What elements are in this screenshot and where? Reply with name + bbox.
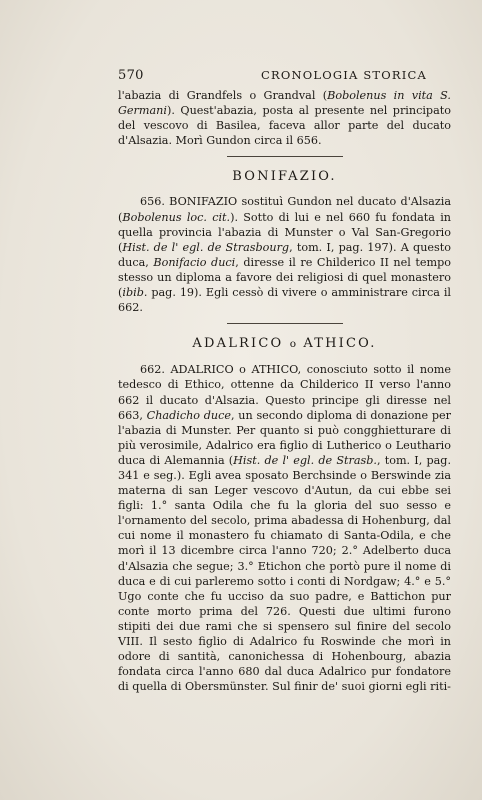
section-divider — [227, 156, 343, 157]
paragraph-text: , tom. I, pag. 197). A questo duca, — [118, 240, 451, 269]
citation: Chadicho duce — [146, 408, 232, 422]
citation: Hist. de l' egl. de Strasb. — [233, 453, 377, 467]
paragraph-adalrico — [118, 362, 451, 694]
section-title-adalrico — [118, 336, 451, 352]
title-part: o — [289, 338, 298, 351]
section-divider — [227, 323, 343, 324]
page-content — [118, 68, 451, 694]
intro-text-end: ). Quest'abazia, posta al presente nel principato del vescovo di Basilea, faceva allor parte del ducato d'Alsazia. Morì Gundon circa il 656. — [118, 104, 451, 148]
citation: Bonifacio duci — [153, 255, 236, 269]
title-part: ATHICO. — [297, 336, 377, 352]
page-number: 570 — [118, 68, 144, 83]
paragraph-text: ). Sotto di lui e nel 660 fu fondata in quella provincia l'abazia di Munster o Val San-Gregorio ( — [118, 210, 451, 254]
paragraph-text: , diresse il re Childerico II nel tempo stesso un diploma a favore dei religiosi di quel monastero ( — [118, 255, 451, 300]
paragraph-text: 656. BONIFAZIO sostituì Gundon nel ducato d'Alsazia ( — [118, 195, 451, 224]
citation: ibib. — [122, 286, 148, 300]
intro-text: l'abazia di Grandfels o Grandval ( — [118, 89, 328, 102]
paragraph-text: , tom. I, pag. 341 e seg.). Egli avea sposato Berchsinde o Berswinde zia materna di san Leger vescovo d'Autun, da cui ebbe sei figli: 1.° santa Odila che fu la gloria del suo sesso e l'ornamento del secolo, prima abadessa di Hohenburg, dal cui nome il monastero fu chiamato di Santa-Odila, e che morì il 13 dicembre circa l'anno 720; 2.° Adelberto duca d'Alsazia che segue; 3.° Etichon che portò pure il nome di duca e di cui parleremo sotto i conti di Nordgaw; 4.° e 5.° Ugo conte che fu ucciso da suo padre, e Battichon pur conte morto prima del 726. Questi due ultimi furono stipiti dei due rami che si spensero sul finire del secolo VIII. Il sesto figlio di Adalrico fu Roswinde che morì in odore di santità, canonichessa di Hohenbourg, abazia fondata circa l'anno 680 dal duca Adalrico pur fondatore di quella di Obersmünster. Sul finir de' suoi giorni egli riti- — [118, 453, 452, 694]
citation: Bobolenus loc. cit. — [122, 210, 231, 224]
paragraph-text: , un secondo diploma di donazione per l'abazia di Munster. Per quanto si può congghietturare di più verosimile, Adalrico era figlio di Lutherico o Leuthario duca di Alemannia ( — [118, 408, 451, 467]
paragraph-text: 662. ADALRICO o ATHICO, conosciuto sotto il nome tedesco di Ethico, ottenne da Childerico II verso l'anno 662 il ducato d'Alsazia. Questo principe gli diresse nel 663, — [118, 363, 451, 422]
paragraph-bonifazio — [118, 194, 451, 315]
paragraph-text: pag. 19). Egli cessò di vivere o amministrare circa il 662. — [118, 286, 451, 315]
title-part: ADALRICO — [192, 336, 290, 352]
citation: Hist. de l' egl. de Strasbourg — [122, 240, 290, 254]
running-title: CRONOLOGIA STORICA — [260, 68, 427, 82]
intro-citation: Bobolenus in vita S. Germani — [118, 89, 451, 118]
section-title-bonifazio: BONIFAZIO. — [232, 169, 337, 185]
page-header — [118, 68, 451, 88]
intro-paragraph — [118, 88, 451, 148]
